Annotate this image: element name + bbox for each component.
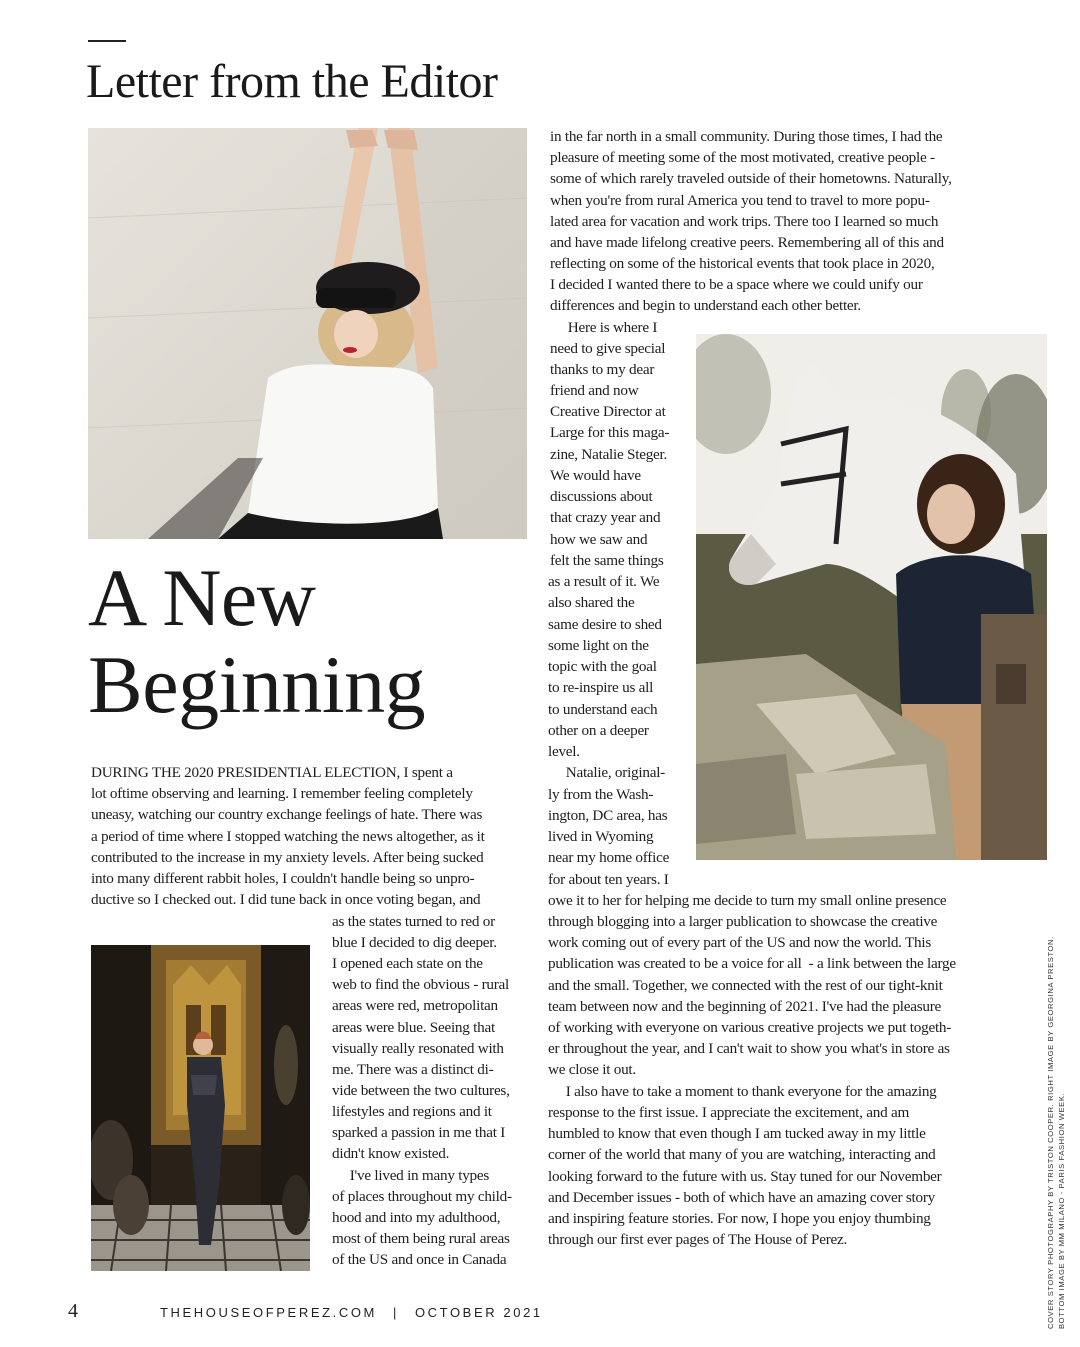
article-headline [88,554,528,728]
woman-horse-photo [696,334,1047,860]
body-text-line: lated area for vacation and work trips. There too I learned so much [550,213,939,230]
body-text-line: I also have to take a moment to thank everyone for the amazing [548,1083,937,1100]
body-text-line: contributed to the increase in my anxiety levels. After being sucked [91,849,484,866]
body-text-line: and December issues - both of which have an amazing cover story [548,1189,936,1206]
photo-credit-line-1: COVER STORY PHOTOGRAPHY BY TRISTON COOPER. RIGHT IMAGE BY GEORGINA PRESTON. [1046,936,1055,1329]
body-text-line: that crazy year and [550,509,661,526]
body-text-line: Creative Director at [550,403,666,420]
footer-separator: | [392,1305,399,1320]
body-text-line: felt the same things [550,552,664,569]
body-text-line: publication was created to be a voice for all - a link between the large [548,955,956,972]
body-text-line: how we saw and [550,531,648,548]
body-text-line: areas were red, metropolitan [332,997,498,1014]
body-text-line: er throughout the year, and I can't wait to show you what's in store as [548,1040,950,1057]
body-text-line: vide between the two cultures, [332,1082,510,1099]
body-text-line: to re-inspire us all [548,679,654,696]
body-text-line: for about ten years. I [548,871,669,888]
body-text-line: lived in Wyoming [548,828,654,845]
photo-credit-line-2: BOTTOM IMAGE BY MM MILANO - PARIS FASHION WEEK. [1057,1092,1066,1329]
body-text-line: visually really resonated with [332,1040,504,1057]
body-text-line: owe it to her for helping me decide to turn my small online presence [548,892,947,909]
footer-site: THEHOUSEOFPEREZ.COM [160,1305,377,1320]
body-text-line: of working with everyone on various creative projects we put togeth- [548,1019,952,1036]
body-text-line: team between now and the beginning of 2021. I've had the pleasure [548,998,942,1015]
body-text-line: level. [548,743,580,760]
body-text-line: near my home office [548,849,670,866]
body-text-line: differences and begin to understand each other better. [550,297,861,314]
body-text-line: uneasy, watching our country exchange feelings of hate. There was [91,806,483,823]
body-text-line: also shared the [548,594,635,611]
body-text-line: in the far north in a small community. During those times, I had the [550,128,943,145]
headline-line-2: Beginning [88,639,426,730]
body-text-line: and the small. Together, we connected with the rest of our tight-knit [548,977,943,994]
body-text-line: humbled to know that even though I am tucked away in my little [548,1125,926,1142]
body-text-line: lot oftime observing and learning. I remember feeling completely [91,785,473,802]
body-text-line: me. There was a distinct di- [332,1061,494,1078]
body-text-line: into many different rabbit holes, I couldn't handle being so unpro- [91,870,475,887]
body-text-line: DURING THE 2020 PRESIDENTIAL ELECTION, I spent a [91,764,453,781]
body-text-line: zine, Natalie Steger. [550,446,668,463]
body-text-line: I decided I wanted there to be a space where we could unify our [550,276,923,293]
body-text-line: I've lived in many types [332,1167,490,1184]
body-text-line: a period of time where I stopped watching the news altogether, as it [91,828,485,845]
body-text-line: ductive so I checked out. I did tune back in once voting began, and [91,891,481,908]
body-text-line: We would have [550,467,641,484]
body-text-line: Large for this maga- [550,424,670,441]
body-text-line: some of which rarely traveled outside of their hometowns. Naturally, [550,170,952,187]
body-text-line: and have made lifelong creative peers. Remembering all of this and [550,234,944,251]
body-text-line: need to give special [550,340,666,357]
body-text-line: Here is where I [550,319,658,336]
body-text-line: we close it out. [548,1061,636,1078]
body-text-line: other on a deeper [548,722,649,739]
headline-line-1: A New [88,552,316,643]
body-text-line: and inspiring feature stories. For now, I hope you enjoy thumbing [548,1210,931,1227]
body-text-line: work coming out of every part of the US and now the world. This [548,934,931,951]
body-text-line: of places throughout my child- [332,1188,512,1205]
body-text-line: areas were blue. Seeing that [332,1019,495,1036]
body-text-line: to understand each [548,701,658,718]
page-number: 4 [68,1300,78,1322]
body-text-line: didn't know existed. [332,1145,450,1162]
body-text-line: corner of the world that many of you are watching, interacting and [548,1146,936,1163]
body-text-line: lifestyles and regions and it [332,1103,492,1120]
body-text-line: sparked a passion in me that I [332,1124,506,1141]
body-text-line: most of them being rural areas [332,1230,510,1247]
body-text-line: I opened each state on the [332,955,483,972]
body-text-line: looking forward to the future with us. Stay tuned for our November [548,1168,942,1185]
title-rule [88,40,126,42]
body-text-line: reflecting on some of the historical events that took place in 2020, [550,255,935,272]
section-title: Letter from the Editor [86,55,498,108]
body-text-line: same desire to shed [548,616,662,633]
body-text-line: as the states turned to red or [332,913,495,930]
body-text-line: web to find the obvious - rural [332,976,509,993]
body-text-line: thanks to my dear [550,361,655,378]
body-text-line: through our first ever pages of The House of Perez. [548,1231,848,1248]
footer-issue: OCTOBER 2021 [414,1305,543,1320]
runway-model-photo [91,945,310,1271]
body-text-line: ington, DC area, has [548,807,668,824]
body-text-line: discussions about [550,488,653,505]
body-text-line: Natalie, original- [548,764,665,781]
body-text-line: when you're from rural America you tend to travel to more popu- [550,192,930,209]
woman-cap-photo [88,128,527,539]
body-text-line: pleasure of meeting some of the most motivated, creative people - [550,149,935,166]
body-text-line: some light on the [548,637,649,654]
body-text-line: of the US and once in Canada [332,1251,507,1268]
body-text-line: friend and now [550,382,639,399]
body-text-line: as a result of it. We [548,573,660,590]
body-text-line: topic with the goal [548,658,657,675]
body-text-line: response to the first issue. I appreciate the excitement, and am [548,1104,910,1121]
body-text-line: hood and into my adulthood, [332,1209,501,1226]
body-text-line: ly from the Wash- [548,786,654,803]
body-text-line: through blogging into a larger publication to showcase the creative [548,913,938,930]
page-footer [160,1305,543,1320]
body-text-line: blue I decided to dig deeper. [332,934,497,951]
